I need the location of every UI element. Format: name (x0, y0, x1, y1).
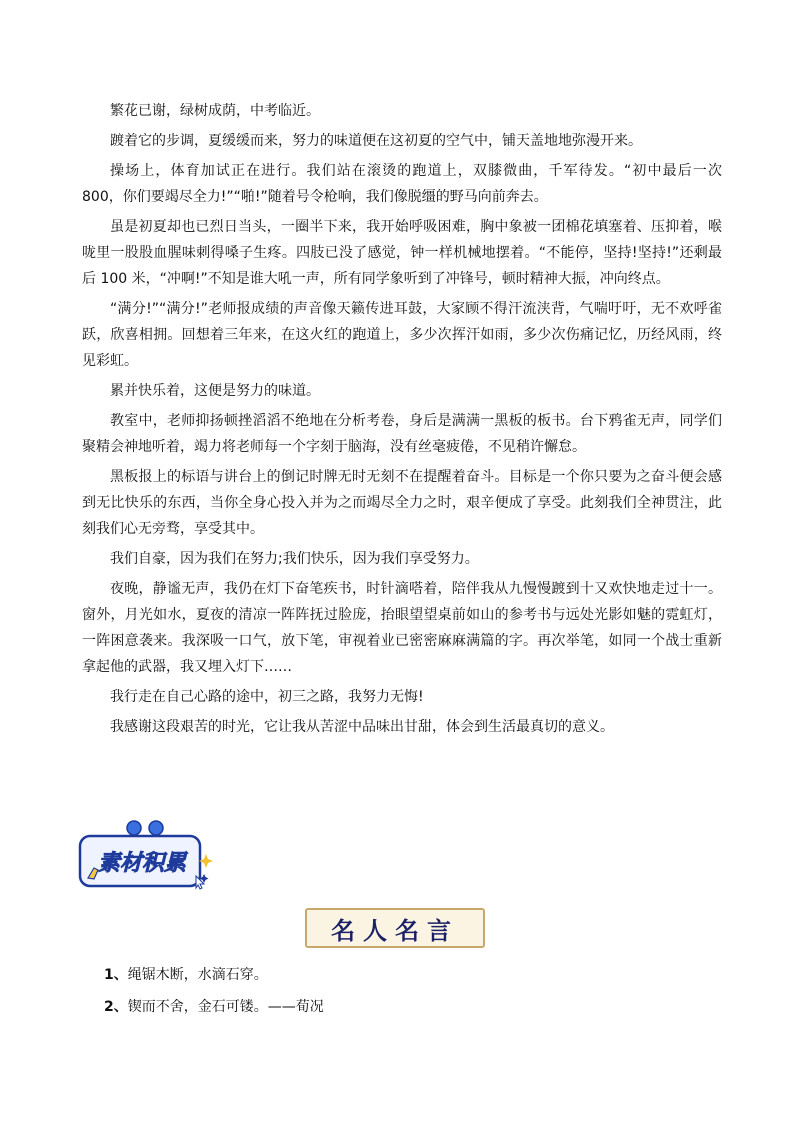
essay-paragraph: 虽是初夏却也已烈日当头，一圈半下来，我开始呼吸困难，胸中象被一团棉花填塞着、压抑着，喉咙里一股股血腥味刺得嗓子生疼。四肢已没了感觉，钟一样机械地摆着。“不能停，坚持!坚持!”还剩最后 100 米，“冲啊!”不知是谁大吼一声，所有同学象听到了冲锋号，顿时精神大振，冲向终点。 (82, 219, 722, 287)
famous-quotes-title-box (305, 908, 485, 948)
essay-paragraph: 我行走在自己心路的途中，初三之路，我努力无悔! (110, 689, 424, 705)
essay-paragraph: 黑板报上的标语与讲台上的倒记时牌无时无刻不在提醒着奋斗。目标是一个你只要为之奋斗便会感到无比快乐的东西，当你全身心投入并为之而竭尽全力之时，艰辛便成了享受。此刻我们全神贯注，此刻我们心无旁骛，享受其中。 (82, 469, 722, 537)
essay-paragraph: 教室中，老师抑扬顿挫滔滔不绝地在分析考卷，身后是满满一黑板的板书。台下鸦雀无声，同学们聚精会神地听着，竭力将老师每一个字刻于脑海，没有丝毫疲倦，不见稍许懈怠。 (82, 413, 722, 455)
essay-paragraph: “满分!”“满分!”老师报成绩的声音像天籁传进耳鼓，大家顾不得汗流浃背，气喘吁吁，无不欢呼雀跃，欣喜相拥。回想着三年来，在这火红的跑道上，多少次挥汗如雨，多少次伤痛记忆，历经风雨，终见彩虹。 (82, 301, 722, 369)
ornament-dot-icon (149, 821, 163, 835)
ornament-dot-icon (127, 821, 141, 835)
essay-paragraph: 夜晚，静谧无声，我仍在灯下奋笔疾书，时针滴嗒着，陪伴我从九慢慢踱到十又欢快地走过十一。窗外，月光如水，夏夜的清凉一阵阵抚过脸庞，抬眼望望桌前如山的参考书与远处光影如魅的霓虹灯，一阵困意袭来。我深吸一口气，放下笔，审视着业已密密麻麻满篇的字。再次举笔，如同一个战士重新拿起他的武器，我又埋入灯下…… (82, 581, 722, 675)
essay-paragraph: 操场上，体育加试正在进行。我们站在滚烫的跑道上，双膝微曲，千军待发。“初中最后一次 800，你们要竭尽全力!”“啪!”随着号令枪响，我们像脱缰的野马向前奔去。 (82, 163, 722, 205)
list-item (104, 994, 704, 1020)
badge-label: 素材积累 (97, 851, 187, 876)
quote-text: 绳锯木断，水滴石穿。 (127, 967, 268, 983)
quote-number: 1、 (104, 967, 128, 983)
essay-paragraph: 踱着它的步调，夏缓缓而来，努力的味道便在这初夏的空气中，铺天盖地地弥漫开来。 (110, 133, 642, 149)
quotes-list (104, 962, 704, 1026)
quote-text: 锲而不舍，金石可镂。——荀况 (127, 999, 324, 1015)
section-title: 名人名言 (331, 915, 459, 945)
quote-number: 2、 (104, 999, 128, 1015)
essay-paragraph: 累并快乐着，这便是努力的味道。 (110, 383, 320, 399)
material-accumulation-badge (78, 818, 218, 892)
list-item (104, 962, 704, 988)
essay-paragraph: 我感谢这段艰苦的时光，它让我从苦涩中品味出甘甜，体会到生活最真切的意义。 (110, 719, 614, 735)
essay-body (82, 98, 722, 744)
essay-paragraph: 繁花已谢，绿树成荫，中考临近。 (110, 103, 320, 119)
essay-paragraph: 我们自豪，因为我们在努力;我们快乐，因为我们享受努力。 (110, 551, 479, 567)
